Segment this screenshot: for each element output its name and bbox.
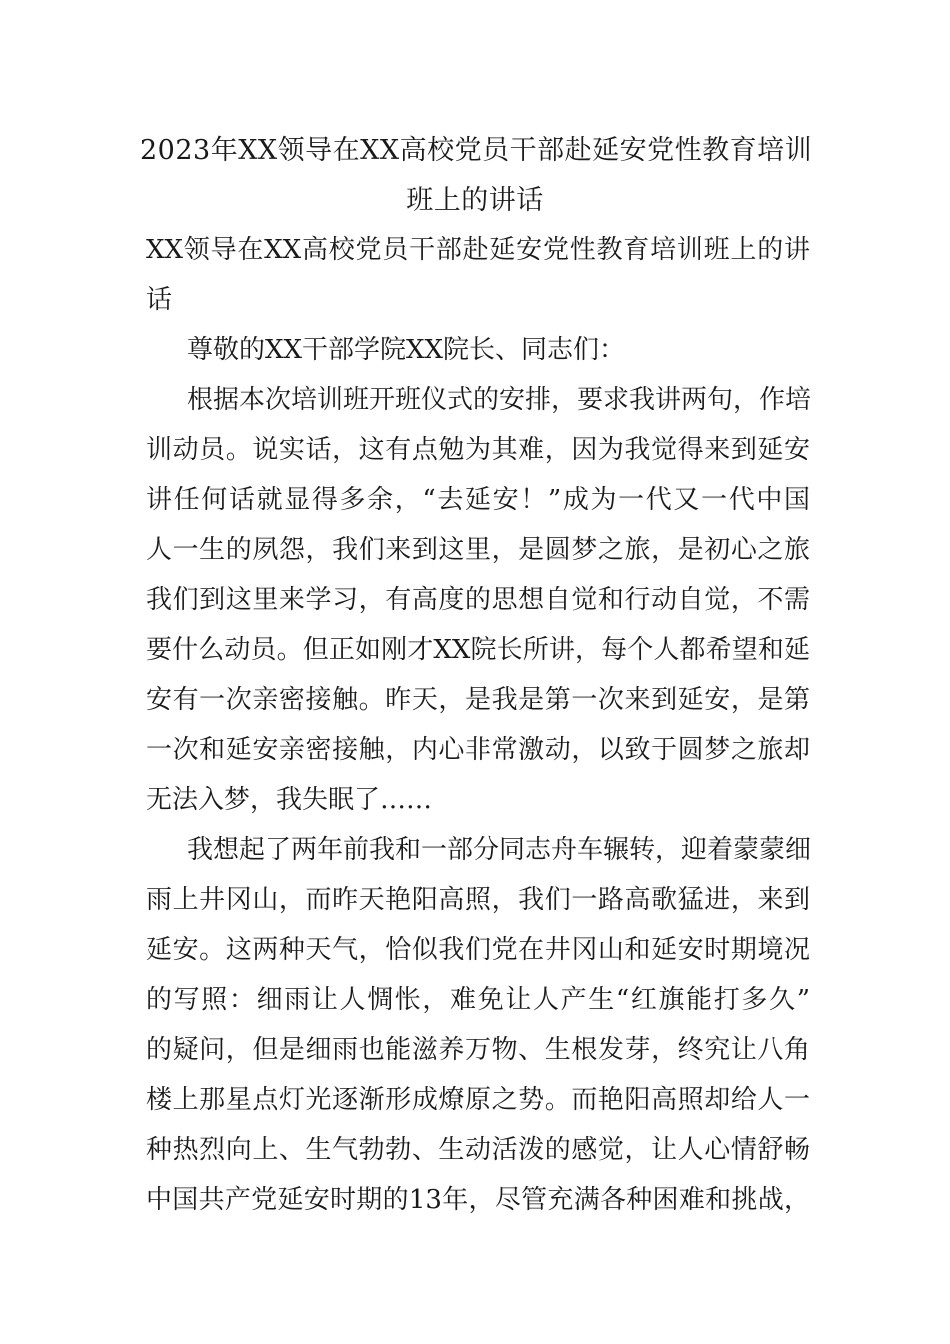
paragraph-1-line: 安有一次亲密接触。昨天，是我是第一次来到延安，是第 — [146, 685, 810, 715]
title-line-2: 班上的讲话 — [406, 185, 544, 216]
paragraph-1-line: 人一生的夙怨，我们来到这里，是圆梦之旅，是初心之旅 — [146, 535, 810, 565]
paragraph-1-line: 讲任何话就显得多余，“去延安！”成为一代又一代中国 — [146, 485, 810, 515]
paragraph-1-line: 根据本次培训班开班仪式的安排，要求我讲两句，作培 — [187, 385, 812, 415]
paragraph-2-line: 雨上井冈山，而昨天艳阳高照，我们一路高歌猛进，来到 — [146, 885, 810, 915]
subtitle-line-1: XX领导在XX高校党员干部赴延安党性教育培训班上的讲 — [146, 235, 810, 265]
paragraph-2-line: 延安。这两种天气，恰似我们党在井冈山和延安时期境况 — [146, 935, 810, 965]
paragraph-1-line: 要什么动员。但正如刚才XX院长所讲，每个人都希望和延 — [146, 635, 810, 665]
salutation: 尊敬的XX干部学院XX院长、同志们： — [187, 335, 626, 365]
paragraph-2-line: 楼上那星点灯光逐渐形成燎原之势。而艳阳高照却给人一 — [146, 1085, 810, 1115]
paragraph-2-line: 种热烈向上、生气勃勃、生动活泼的感觉，让人心情舒畅 — [146, 1135, 810, 1165]
subtitle-line-2: 话 — [146, 285, 173, 315]
paragraph-2-line: 我想起了两年前我和一部分同志舟车辗转，迎着蒙蒙细 — [187, 835, 812, 865]
paragraph-2-line: 的疑问，但是细雨也能滋养万物、生根发芽，终究让八角 — [146, 1035, 810, 1065]
paragraph-1-line: 训动员。说实话，这有点勉为其难，因为我觉得来到延安 — [146, 435, 810, 465]
title-line-1: 2023年XX领导在XX高校党员干部赴延安党性教育培训 — [140, 135, 813, 166]
paragraph-2-line: 的写照：细雨让人惆怅，难免让人产生“红旗能打多久” — [146, 985, 810, 1015]
paragraph-1-line: 一次和延安亲密接触，内心非常激动，以致于圆梦之旅却 — [146, 735, 810, 765]
paragraph-1-line: 无法入梦，我失眠了…… — [146, 785, 433, 815]
paragraph-2-line: 中国共产党延安时期的13年，尽管充满各种困难和挑战， — [146, 1185, 810, 1215]
paragraph-1-line: 我们到这里来学习，有高度的思想自觉和行动自觉，不需 — [146, 585, 810, 615]
